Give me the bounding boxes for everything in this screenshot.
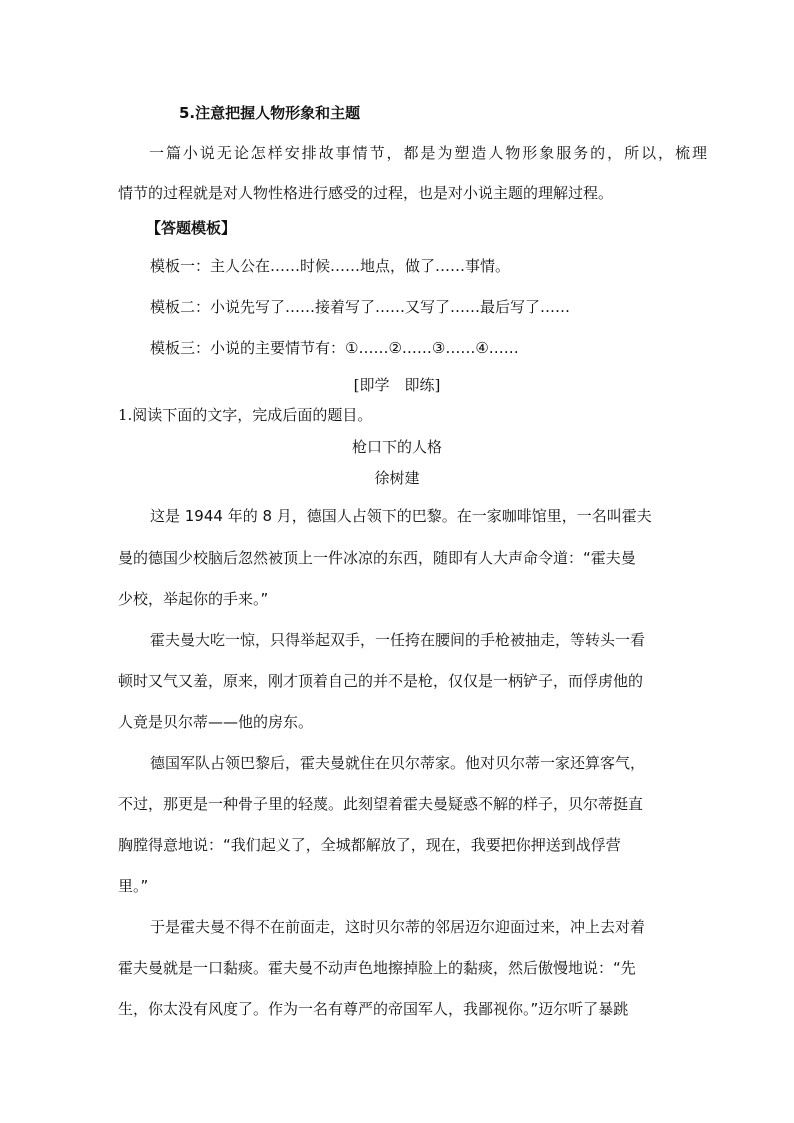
article-title: 枪口下的人格 <box>351 438 442 456</box>
template-heading: 【答题模板】 <box>146 219 237 237</box>
article-line: 于是霍夫曼不得不在前面走，这时贝尔蒂的邻居迈尔迎面过来，冲上去对着 <box>150 918 646 936</box>
intro-paragraph-line-2: 情节的过程就是对人物性格进行感受的过程，也是对小说主题的理解过程。 <box>118 184 614 202</box>
article-line: 少校，举起你的手来。” <box>118 590 269 608</box>
article-line: 霍夫曼就是一口黏痰。霍夫曼不动声色地擦掉脸上的黏痰，然后傲慢地说：“先 <box>118 959 636 977</box>
article-author: 徐树建 <box>374 469 420 487</box>
article-line: 里。” <box>118 877 149 895</box>
article-line: 不过，那更是一种骨子里的轻蔑。此刻望着霍夫曼疑惑不解的样子，贝尔蒂挺直 <box>118 795 644 813</box>
article-line: 顿时又气又羞，原来，刚才顶着自己的并不是枪，仅仅是一柄铲子，而俘虏他的 <box>118 672 644 690</box>
template-line-1: 模板一：主人公在……时候……地点，做了……事情。 <box>150 257 511 275</box>
article-line: 生，你太没有风度了。作为一名有尊严的帝国军人，我鄙视你。”迈尔听了暴跳 <box>118 1000 629 1018</box>
article-line: 这是 1944 年的 8 月，德国人占领下的巴黎。在一家咖啡馆里，一名叫霍夫 <box>150 507 652 525</box>
article-line: 胸膛得意地说：“我们起义了，全城都解放了，现在，我要把你押送到战俘营 <box>118 836 621 854</box>
article-line: 曼的德国少校脑后忽然被顶上一件冰凉的东西，随即有人大声命令道：“霍夫曼 <box>118 549 636 567</box>
article-line: 人竟是贝尔蒂——他的房东。 <box>118 713 314 731</box>
section-heading: 5.注意把握人物形象和主题 <box>179 104 361 122</box>
intro-paragraph-line-1: 一篇小说无论怎样安排故事情节，都是为塑造人物形象服务的，所以，梳理 <box>149 144 707 162</box>
question-line: 1.阅读下面的文字，完成后面的题目。 <box>118 406 373 424</box>
article-line: 德国军队占领巴黎后，霍夫曼就住在贝尔蒂家。他对贝尔蒂一家还算客气， <box>150 754 646 772</box>
template-line-2: 模板二：小说先写了……接着写了……又写了……最后写了…… <box>150 298 571 316</box>
article-line: 霍夫曼大吃一惊，只得举起双手，一任挎在腰间的手枪被抽走，等转头一看 <box>150 631 646 649</box>
practice-title: [即学 即练] <box>353 376 441 394</box>
template-line-3: 模板三：小说的主要情节有：①……②……③……④…… <box>150 339 519 357</box>
